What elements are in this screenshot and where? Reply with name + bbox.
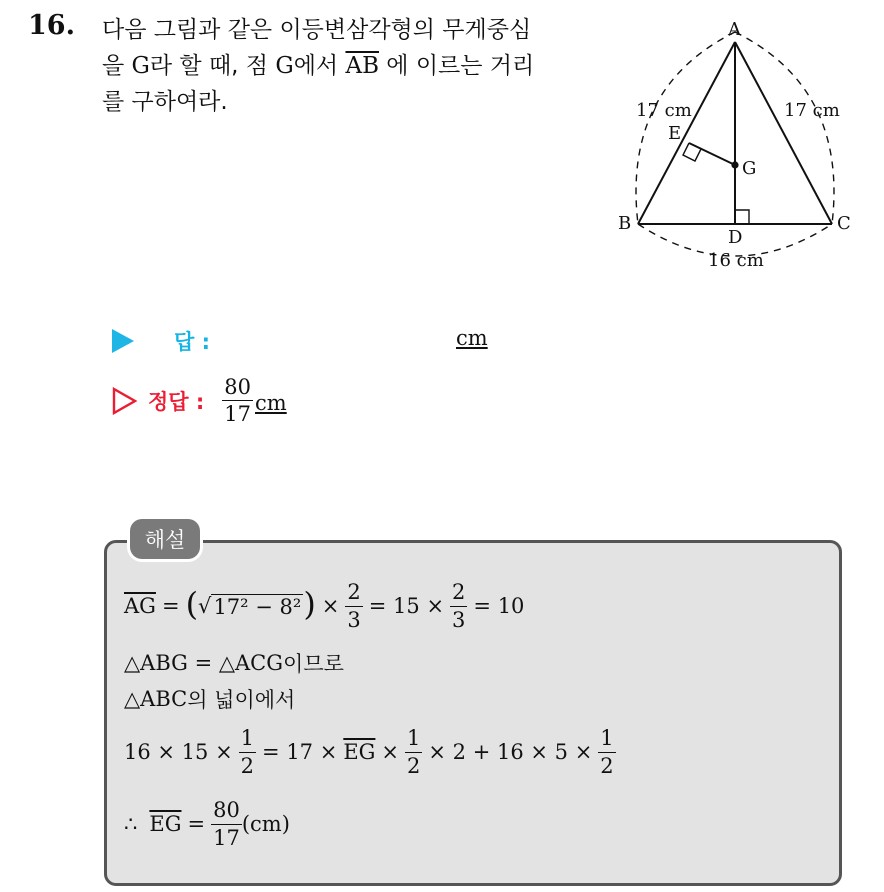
equals-17-times: = 17 × bbox=[262, 740, 338, 764]
answer-unit: cm bbox=[456, 326, 488, 350]
equals-sign: = bbox=[187, 812, 206, 836]
correct-label: 정답 : bbox=[148, 389, 205, 414]
question-text-part: 에서 bbox=[293, 53, 346, 79]
question-line-1: 다음 그림과 같은 이등변삼각형의 무게중심 bbox=[102, 17, 532, 43]
congruence-statement: △ABG = △ACG bbox=[124, 651, 284, 675]
label-d: D bbox=[728, 227, 743, 248]
label-g: G bbox=[742, 158, 757, 179]
equals-sign: = bbox=[161, 594, 180, 618]
explanation-line-2 bbox=[124, 648, 344, 678]
open-paren: ( bbox=[185, 585, 199, 623]
equals-15-times: = 15 × bbox=[368, 594, 445, 618]
korean-text: 의 넓이에서 bbox=[187, 688, 296, 712]
fraction-two-thirds bbox=[345, 581, 362, 630]
right-angle-d bbox=[735, 210, 749, 224]
point-g-label: G bbox=[275, 53, 294, 79]
dashed-arc-right bbox=[735, 32, 834, 224]
question-number: 16. bbox=[28, 10, 75, 41]
question-line-3: 를 구하여라. bbox=[102, 89, 228, 115]
question-text bbox=[102, 12, 592, 120]
label-e: E bbox=[668, 123, 682, 144]
triangle-figure bbox=[612, 18, 862, 280]
times-sign: × bbox=[381, 740, 400, 764]
sqrt-sign: √ bbox=[198, 594, 212, 618]
explanation-line-4 bbox=[124, 724, 616, 780]
close-paren: ) bbox=[303, 585, 316, 623]
side-ac bbox=[735, 42, 832, 224]
label-a: A bbox=[728, 19, 741, 40]
question-line-2 bbox=[102, 48, 592, 84]
question-text-part: 을 bbox=[102, 53, 132, 79]
segment-eg: $\overline{EG}$ bbox=[149, 812, 182, 836]
right-angle-e bbox=[683, 143, 701, 161]
explanation-line-1 bbox=[124, 578, 524, 634]
fraction-numerator: 2 bbox=[345, 581, 362, 606]
explanation-line-5 bbox=[124, 796, 290, 852]
question-text-part: 라 할 때, 점 bbox=[149, 53, 276, 79]
label-b: B bbox=[618, 213, 632, 234]
fraction-denominator: 17 bbox=[213, 825, 240, 850]
question-text-part: 에 이르는 거리 bbox=[378, 53, 535, 79]
fraction-80-17 bbox=[211, 799, 242, 848]
area-left-part: 16 × 15 × bbox=[124, 740, 233, 764]
fraction-numerator: 2 bbox=[450, 581, 467, 606]
play-triangle-icon bbox=[112, 329, 134, 353]
fraction-denominator: 3 bbox=[452, 607, 466, 632]
fraction-denominator: 2 bbox=[407, 753, 421, 778]
point-g-dot bbox=[731, 161, 738, 168]
fraction-numerator: 1 bbox=[405, 727, 422, 752]
side-ab bbox=[638, 42, 735, 224]
side-left-length: 17 cm bbox=[636, 100, 692, 121]
dashed-arc-left bbox=[636, 32, 735, 224]
explanation-line-3 bbox=[124, 684, 295, 714]
fraction-one-half-3 bbox=[598, 727, 615, 776]
base-length: 16 cm bbox=[708, 250, 764, 271]
fraction-two-thirds-2 bbox=[450, 581, 467, 630]
fraction-denominator: 2 bbox=[600, 753, 614, 778]
fraction-numerator: 1 bbox=[598, 727, 615, 752]
area-right-part: × 2 + 16 × 5 × bbox=[428, 740, 593, 764]
fraction-denominator: 17 bbox=[224, 402, 252, 427]
korean-text: 이므로 bbox=[283, 652, 344, 676]
fraction-one-half-2 bbox=[405, 727, 422, 776]
result-10: = 10 bbox=[473, 594, 525, 618]
fraction-one-half bbox=[239, 727, 256, 776]
answer-row bbox=[112, 326, 210, 356]
segment-eg: $\overline{EG}$ bbox=[343, 740, 376, 764]
sqrt-body: 17² − 8² bbox=[213, 594, 302, 619]
point-g-label: G bbox=[131, 53, 150, 79]
therefore-sign: ∴ bbox=[124, 812, 138, 836]
answer-label: 답 : bbox=[174, 330, 210, 354]
triangle-abc: △ABC bbox=[124, 687, 188, 711]
segment-ab: $\overline{AB}$ bbox=[345, 53, 379, 79]
fraction-numerator: 80 bbox=[224, 375, 252, 399]
unit-cm: (cm) bbox=[241, 812, 290, 836]
side-right-length: 17 cm bbox=[784, 100, 840, 121]
fraction-denominator: 2 bbox=[240, 753, 255, 778]
explanation-tab: 해설 bbox=[130, 519, 200, 559]
correct-fraction bbox=[222, 376, 253, 425]
fraction-numerator: 80 bbox=[211, 799, 242, 824]
segment-ge bbox=[689, 143, 735, 165]
label-c: C bbox=[837, 213, 851, 234]
correct-unit: cm bbox=[255, 390, 287, 415]
correct-answer-row bbox=[112, 376, 287, 425]
fraction-numerator: 1 bbox=[239, 727, 256, 752]
segment-ag: $\overline{AG}$ bbox=[124, 594, 156, 618]
fraction-denominator: 3 bbox=[347, 607, 361, 632]
outline-triangle-icon bbox=[112, 387, 138, 415]
times-sign: × bbox=[321, 594, 340, 618]
